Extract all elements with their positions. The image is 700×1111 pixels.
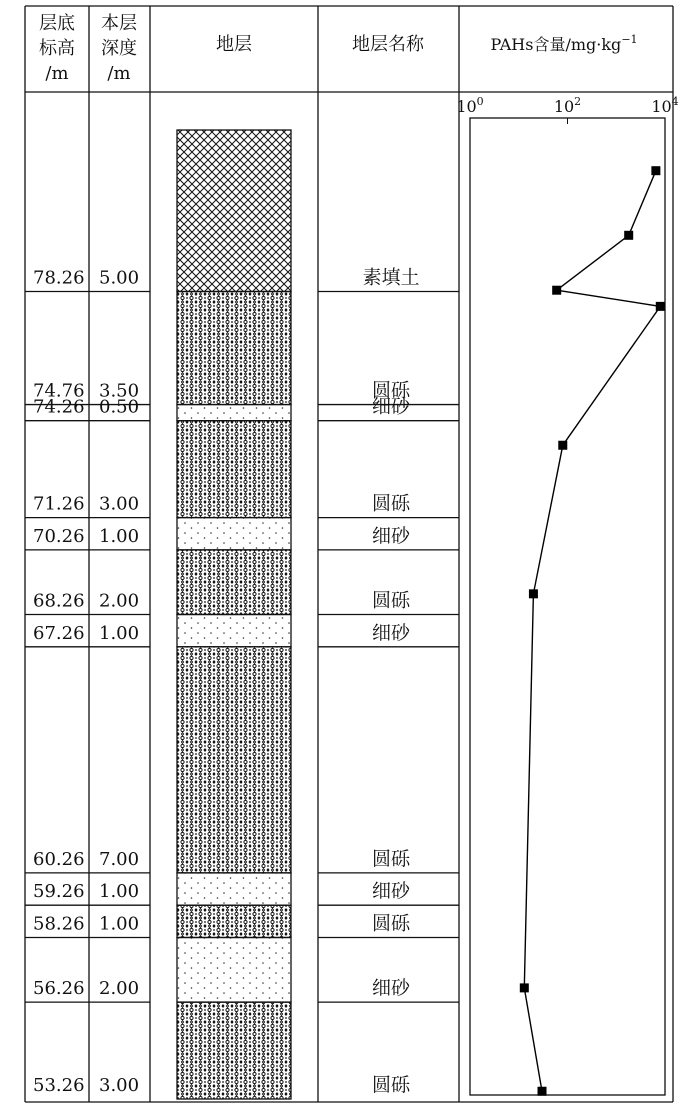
pahs-point-1 — [624, 231, 633, 240]
header-thickness-line1: 本层 — [101, 13, 137, 34]
layer-2-thickness: 0.50 — [99, 396, 140, 418]
pahs-point-7 — [538, 1087, 547, 1096]
layer-1-elevation: 74.76 — [33, 380, 85, 402]
layer-11-name: 圆砾 — [371, 1074, 411, 1096]
chart-plot-area — [470, 118, 665, 1095]
layer-3-name: 圆砾 — [371, 492, 411, 515]
layer-1-pattern — [177, 292, 291, 405]
x-tick-label-1: $10^2$ — [553, 95, 582, 116]
layer-8-elevation: 59.26 — [33, 881, 85, 903]
x-axis-ticks — [456, 95, 678, 124]
layer-10-name: 细砂 — [371, 977, 411, 1000]
header-thickness-line2: 深度 — [101, 38, 137, 59]
layer-0-thickness: 5.00 — [99, 267, 140, 289]
layer-4-pattern — [177, 518, 291, 550]
layer-6-thickness: 1.00 — [99, 622, 140, 644]
layer-11-pattern — [177, 1002, 291, 1099]
layer-2-name: 细砂 — [371, 395, 411, 418]
table-header — [39, 13, 638, 84]
layer-7-thickness: 7.00 — [99, 848, 140, 870]
layer-5-pattern — [177, 550, 291, 615]
layer-9-name: 圆砾 — [371, 912, 411, 935]
layer-3-pattern — [177, 421, 291, 518]
pahs-point-6 — [520, 983, 529, 992]
pahs-point-4 — [558, 441, 567, 450]
header-elevation-unit: /m — [45, 63, 69, 84]
layer-6-pattern — [177, 615, 291, 647]
layer-8-name: 细砂 — [371, 880, 411, 903]
layer-10-thickness: 2.00 — [99, 978, 140, 1000]
layer-2-elevation: 74.26 — [33, 396, 85, 418]
header-pahs — [490, 33, 637, 54]
layer-1-thickness: 3.50 — [99, 380, 140, 402]
layer-0-name: 素填土 — [362, 266, 420, 289]
layer-3-elevation: 71.26 — [33, 493, 85, 515]
pahs-point-5 — [529, 589, 538, 598]
header-stratum-name: 地层名称 — [352, 34, 424, 55]
layer-4-elevation: 70.26 — [33, 525, 85, 547]
layer-11-thickness: 3.00 — [99, 1075, 140, 1096]
header-stratum: 地层 — [216, 34, 252, 55]
header-elevation-line2: 标高 — [39, 38, 75, 59]
layer-4-thickness: 1.00 — [99, 525, 140, 547]
layer-3-thickness: 3.00 — [99, 493, 140, 515]
layer-8-thickness: 1.00 — [99, 881, 140, 903]
layer-8-pattern — [177, 873, 291, 905]
pahs-point-2 — [552, 286, 561, 295]
x-tick-label-2: $10^4$ — [651, 95, 679, 116]
layer-10-pattern — [177, 938, 291, 1003]
layer-9-thickness: 1.00 — [99, 913, 140, 935]
layer-9-pattern — [177, 905, 291, 937]
pahs-point-3 — [656, 302, 665, 311]
header-thickness-unit: /m — [107, 63, 131, 84]
pahs-series — [520, 166, 665, 1096]
layer-1-name: 圆砾 — [371, 379, 411, 402]
layer-0-pattern — [177, 130, 291, 292]
x-tick-label-0: $10^0$ — [456, 95, 484, 116]
layer-0-elevation: 78.26 — [33, 267, 85, 289]
layer-7-elevation: 60.26 — [33, 848, 85, 870]
header-elevation-line1: 层底 — [39, 13, 75, 34]
header-pahs-exp: −1 — [621, 33, 638, 46]
pahs-point-0 — [651, 166, 660, 175]
layer-11-elevation: 53.26 — [33, 1075, 85, 1096]
layer-6-elevation: 67.26 — [33, 622, 85, 644]
layer-4-name: 细砂 — [371, 524, 411, 547]
layer-7-pattern — [177, 647, 291, 873]
pahs-chart — [456, 95, 678, 1096]
layer-2-pattern — [177, 405, 291, 421]
layers — [25, 130, 459, 1099]
layer-5-elevation: 68.26 — [33, 590, 85, 612]
layer-7-name: 圆砾 — [371, 847, 411, 870]
layer-9-elevation: 58.26 — [33, 913, 85, 935]
layer-5-thickness: 2.00 — [99, 590, 140, 612]
pahs-line — [524, 171, 660, 1091]
layer-6-name: 细砂 — [371, 621, 411, 644]
layer-10-elevation: 56.26 — [33, 978, 85, 1000]
header-pahs-base: PAHs含量/mg·kg — [490, 35, 622, 54]
layer-5-name: 圆砾 — [371, 589, 411, 612]
